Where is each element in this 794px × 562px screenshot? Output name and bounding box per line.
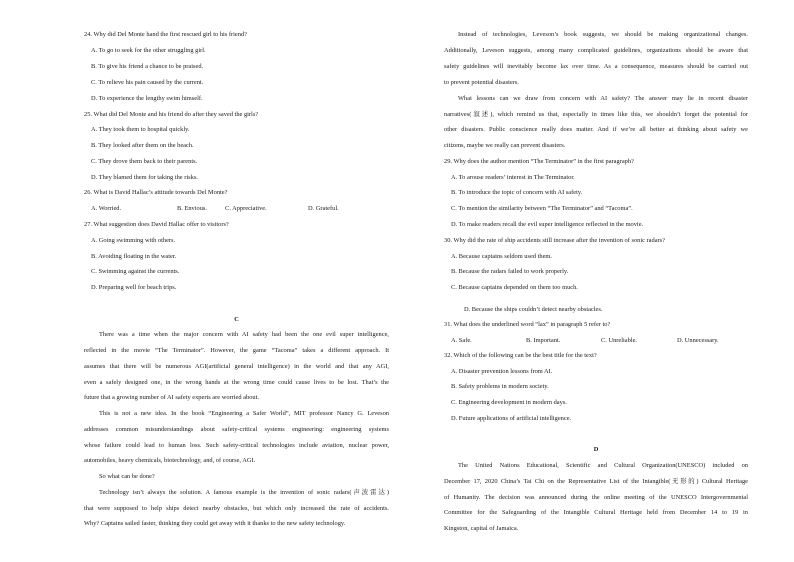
question-24-stem: 24. Why did Del Monte hand the first rescued girl to his friend? xyxy=(84,31,247,38)
passage-c-line: This is not a new idea. In the book “Engineering a Safer World”, MIT professor Nancy G. Leveson xyxy=(99,410,389,417)
question-30-option-a: A. Because captains seldom used them. xyxy=(451,253,552,260)
passage-c-cont-line: narratives(叙述), which remind us that, especially in times like this, we shouldn’t forget the potential for xyxy=(444,111,748,118)
question-26-option-b: B. Envious. xyxy=(177,205,208,212)
question-30-option-c: C. Because captains depended on them too much. xyxy=(451,284,578,291)
question-24-option-a: A. To go to seek for the other struggling girl. xyxy=(91,47,206,54)
passage-c-line: reflected in the movie “The Terminator”. However, the game “Tacoma” takes a different approach. It xyxy=(84,347,389,354)
question-31-option-a: A. Safe. xyxy=(451,337,472,344)
question-26-option-d: D. Grateful. xyxy=(308,205,339,212)
passage-c-cont-line: safety guidelines will inevitably become lax over time. As a consequence, measures should be carried out xyxy=(444,63,748,70)
passage-c-line: Technology isn’t always the solution. A famous example is the invention of sonic radars(声波雷达) xyxy=(99,489,389,496)
question-31-option-d: D. Unnecessary. xyxy=(677,337,719,344)
question-29-option-c: C. To mention the similarity between “The Terminator” and “Tacoma”. xyxy=(451,205,633,212)
passage-c-line: assumes that there will be numerous AGI(artificial general intelligence) in the world and that any AGI, xyxy=(84,363,389,370)
passage-c-line: future that a growing number of AI safety experts are worried about. xyxy=(84,394,259,401)
passage-c-line: that were supposed to help ships detect nearby obstacles, but which only increased the rate of accidents. xyxy=(84,505,389,512)
question-29-option-d: D. To make readers recall the evil super intelligence reflected in the movie. xyxy=(451,221,644,228)
passage-c-cont-line: citizens, maybe we really can prevent disasters. xyxy=(444,142,566,149)
passage-c-cont-line: Additionally, Leveson suggests, among many complicated guidelines, organizations should be aware that xyxy=(444,47,748,54)
question-32-option-d: D. Future applications of artificial intelligence. xyxy=(451,415,572,422)
question-32-option-a: A. Disaster prevention lessons from AI. xyxy=(451,368,553,375)
question-31-stem: 31. What does the underlined word “lax” in paragraph 5 refer to? xyxy=(444,321,611,328)
question-32-stem: 32. Which of the following can be the best title for the text? xyxy=(444,352,597,359)
passage-c-cont-line: to prevent potential disasters. xyxy=(444,79,519,86)
question-25-option-c: C. They drove them back to their parents. xyxy=(91,158,198,165)
question-32-option-c: C. Engineering development in modern days. xyxy=(451,399,567,406)
question-25-option-b: B. They looked after them on the beach. xyxy=(91,142,194,149)
passage-c-cont-line: What lessons can we draw from concern with AI safety? The answer may lie in recent disaster xyxy=(458,95,748,102)
question-25-option-a: A. They took them to hospital quickly. xyxy=(91,126,190,133)
question-26-stem: 26. What is David Hallac’s attitude towards Del Monte? xyxy=(84,189,228,196)
question-24-option-c: C. To relieve his pain caused by the current. xyxy=(91,79,204,86)
question-24-option-d: D. To experience the lengthy swim himself. xyxy=(91,95,203,102)
question-27-option-a: A. Going swimming with others. xyxy=(91,237,176,244)
question-32-option-b: B. Safety problems in modern society. xyxy=(451,383,549,390)
section-d-heading: D xyxy=(593,446,599,453)
passage-c-line: So what can be done? xyxy=(99,473,155,480)
question-27-option-b: B. Avoiding floating in the water. xyxy=(91,253,177,260)
passage-d-line: December 17, 2020 China’s Tai Chi on the Representative List of the Intangible(无形的) Cultural Heritage xyxy=(444,478,748,485)
question-24-option-b: B. To give his friend a chance to be praised. xyxy=(91,63,204,70)
question-29-option-b: B. To introduce the topic of concern with AI safety. xyxy=(451,189,583,196)
question-27-stem: 27. What suggestion does David Hallac offer to visitors? xyxy=(84,221,229,228)
question-31-option-b: B. Important. xyxy=(526,337,561,344)
question-30-stem: 30. Why did the rate of ship accidents still increase after the invention of sonic radars? xyxy=(444,237,665,244)
passage-d-line: of Humanity. The decision was announced during the online meeting of the UNESCO Intergovernmental xyxy=(444,494,748,501)
section-c-heading: C xyxy=(234,316,239,323)
passage-d-line: The United Nations Educational, Scientific and Cultural Organization(UNESCO) included on xyxy=(458,462,748,469)
passage-c-line: There was a time when the major concern with AI safety had been the one evil super intelligence, xyxy=(99,331,389,338)
question-30-option-b: B. Because the radars failed to work properly. xyxy=(451,268,569,275)
passage-c-line: automobiles, heavy chemicals, biotechnology, and, of course, AGI. xyxy=(84,457,256,464)
passage-c-cont-line: Instead of technologies, Leveson’s book suggests, we should be making organizational changes. xyxy=(458,31,748,38)
question-27-option-c: C. Swimming against the currents. xyxy=(91,268,180,275)
passage-d-line: Kingston, capital of Jamaica. xyxy=(444,525,519,532)
question-29-stem: 29. Why does the author mention “The Terminator” in the first paragraph? xyxy=(444,158,634,165)
passage-c-line: addresses common misunderstandings about safety-critical systems engineering: engineering systems xyxy=(84,426,389,433)
question-31-option-c: C. Unreliable. xyxy=(601,337,638,344)
question-27-option-d: D. Preparing well for beach trips. xyxy=(91,284,177,291)
passage-c-line: whose failure could lead to human loss. Such safety-critical technologies include aviation, nuclear power, xyxy=(84,442,389,449)
question-30-option-d: D. Because the ships couldn’t detect nearby obstacles. xyxy=(464,306,603,313)
question-29-option-a: A. To arouse readers’ interest in The Terminator. xyxy=(451,174,575,181)
passage-c-cont-line: other disasters. Public conscience really does matter. And if we’re all better at thinking about safety we xyxy=(444,126,748,133)
passage-c-line: even a safely designed one, in the wrong hands at the wrong time could cause lives to be lost. That’s the xyxy=(84,379,389,386)
question-26-option-c: C. Appreciative. xyxy=(225,205,267,212)
passage-d-line: Committee for the Safeguarding of the Intangible Cultural Heritage held from December 14 to 19 in xyxy=(444,509,748,516)
question-25-stem: 25. What did Del Monte and his friend do after they saved the girls? xyxy=(84,111,259,118)
passage-c-line: Why? Captains sailed faster, thinking they could get away with it thanks to the new safety technology. xyxy=(84,520,346,527)
question-26-option-a: A. Worried. xyxy=(91,205,122,212)
question-25-option-d: D. They blamed them for taking the risks. xyxy=(91,174,198,181)
